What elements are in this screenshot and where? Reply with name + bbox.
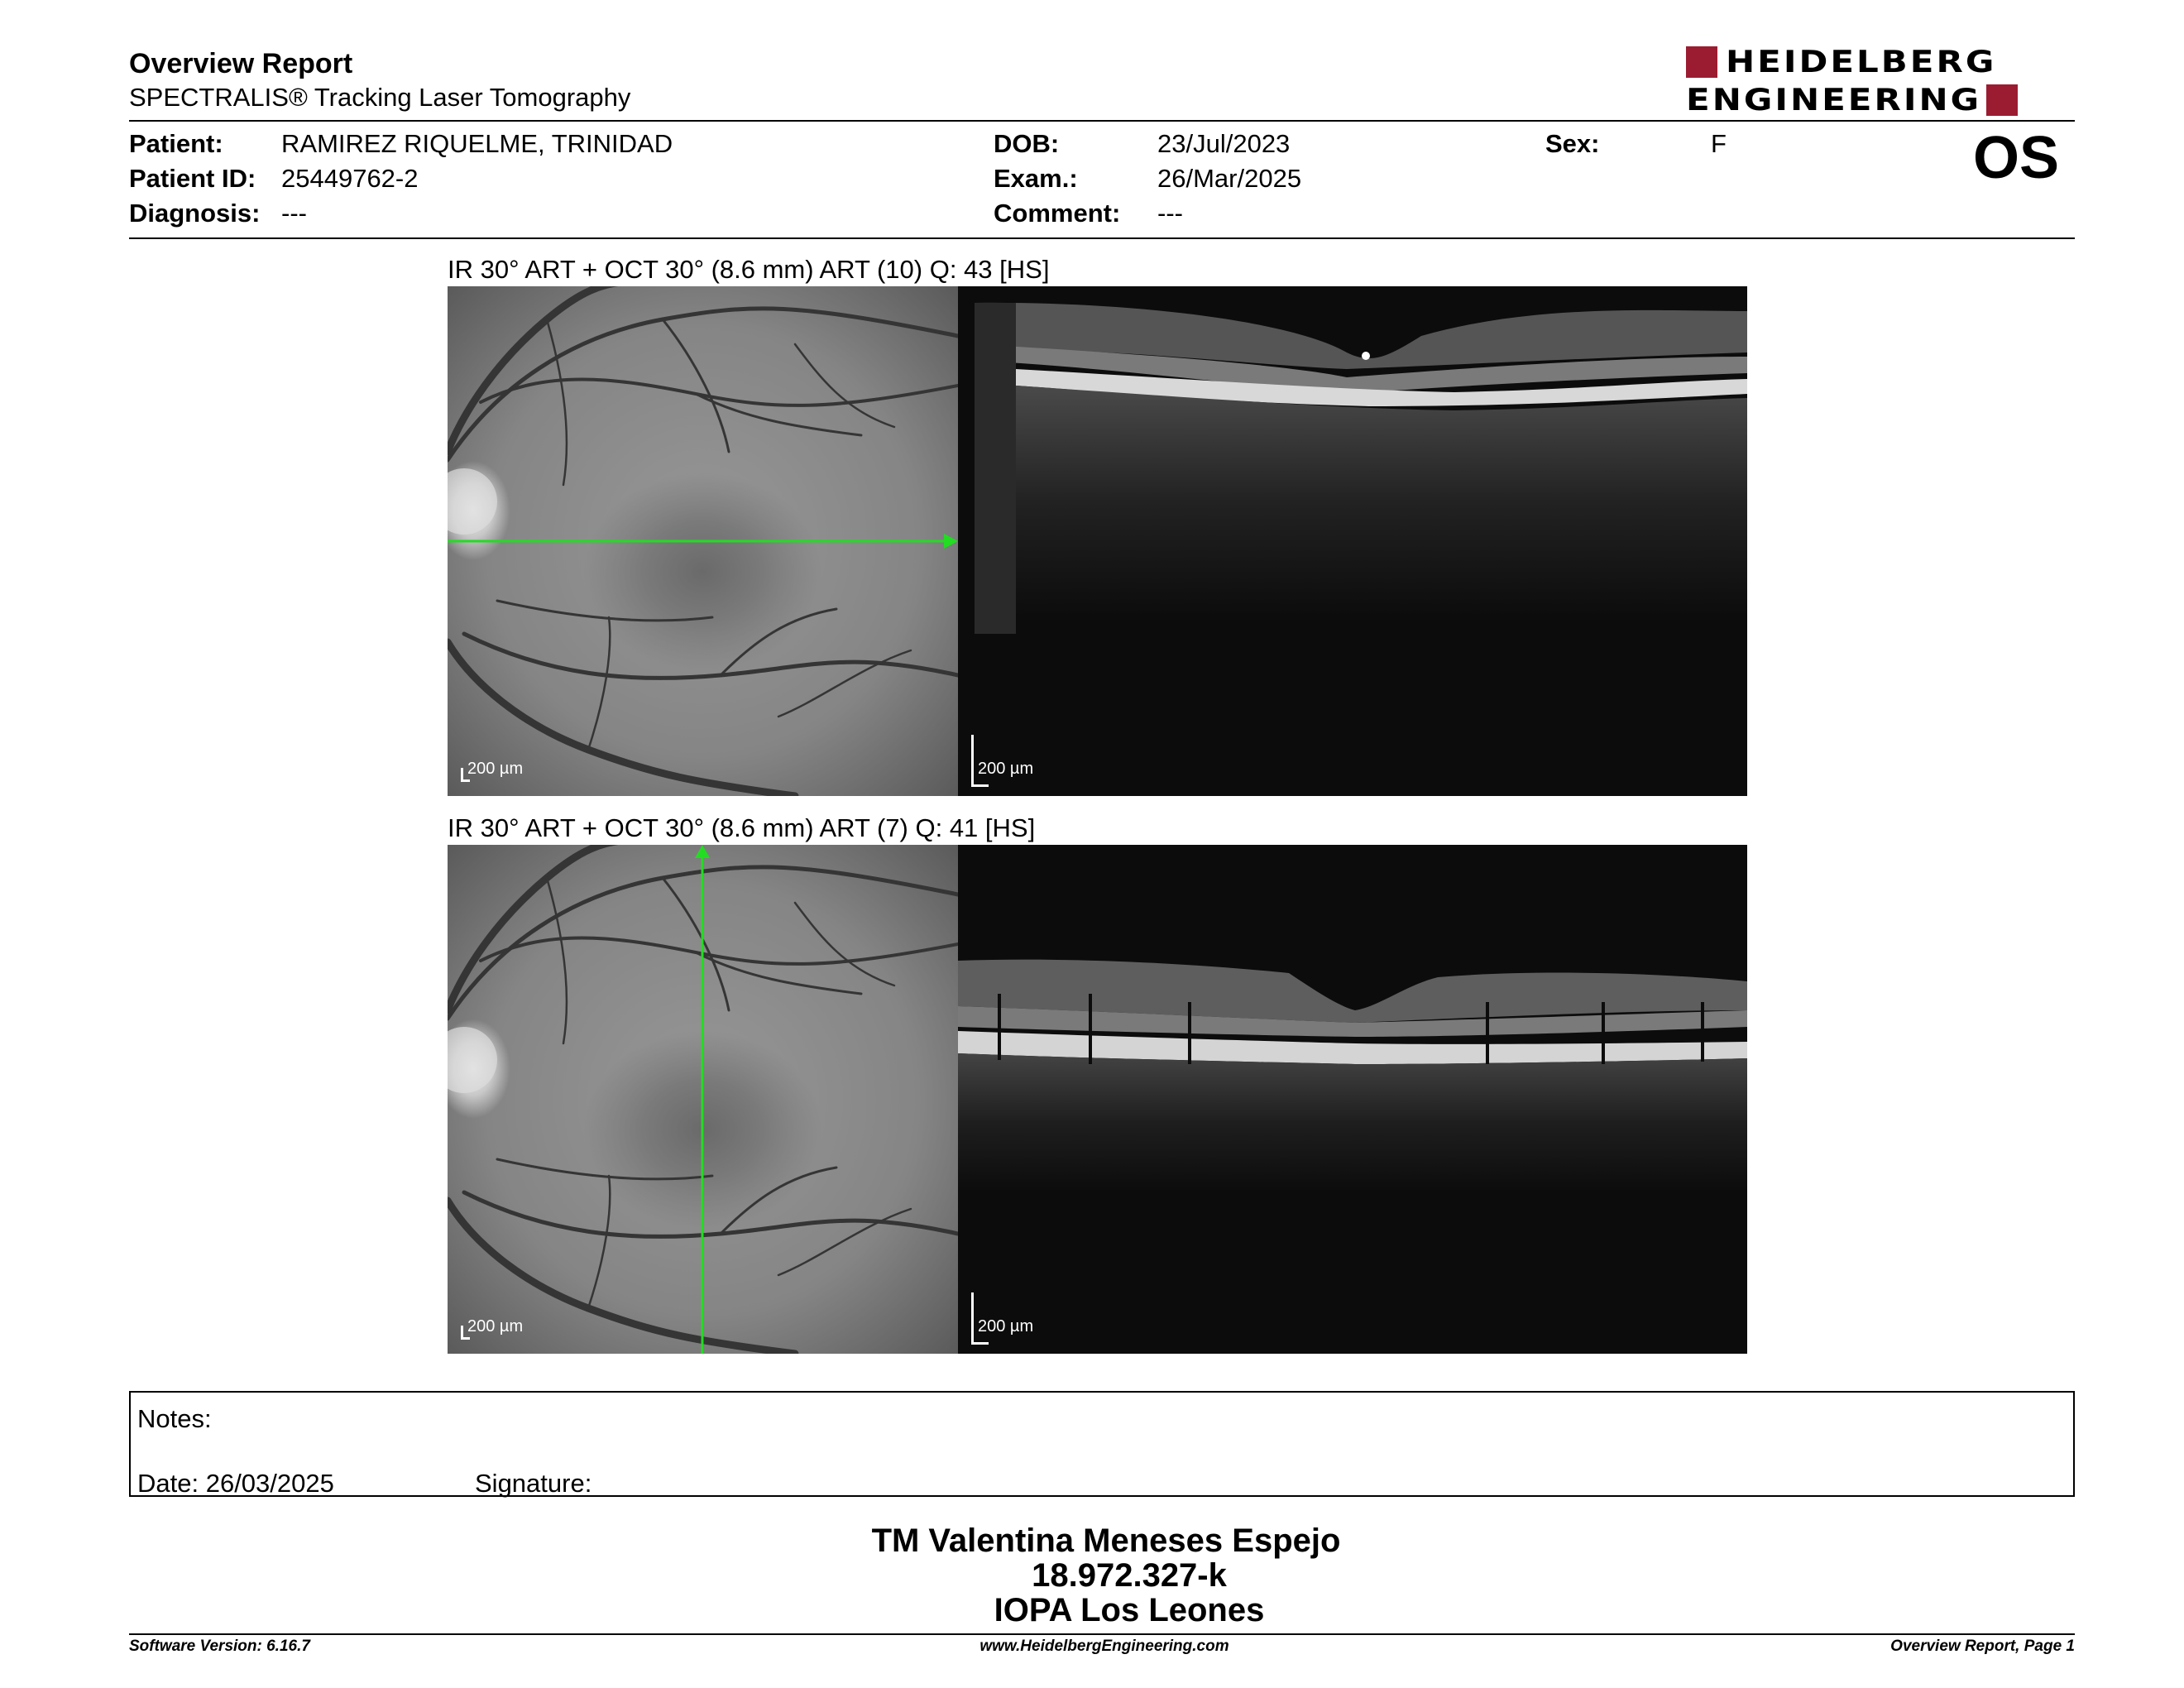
sex-value: F — [1711, 129, 1727, 158]
footer-divider — [129, 1633, 2075, 1635]
logo-square-icon — [1686, 46, 1717, 78]
institution-name: IOPA Los Leones — [994, 1592, 1265, 1628]
scan-1-oct-scale-label: 200 µm — [978, 760, 1034, 778]
patient-value: RAMIREZ RIQUELME, TRINIDAD — [281, 129, 673, 158]
scan-1-ir-vessels — [448, 286, 958, 796]
heidelberg-logo — [1686, 46, 2071, 116]
scan-2-ir-scale-label: 200 µm — [467, 1317, 524, 1336]
comment-label: Comment: — [994, 199, 1121, 228]
eye-laterality: OS — [1973, 125, 2060, 191]
logo-square-icon — [1986, 84, 2018, 116]
website-link[interactable]: www.HeidelbergEngineering.com — [979, 1638, 1229, 1655]
comment-value: --- — [1157, 199, 1183, 228]
logo-line-2 — [1686, 84, 2071, 116]
patient-id-value: 25449762-2 — [281, 164, 419, 193]
notes-date: Date: 26/03/2025 — [137, 1469, 334, 1498]
page-number: Overview Report, Page 1 — [1890, 1638, 2075, 1655]
scan-1-oct-image[interactable] — [958, 286, 1747, 796]
patient-label: Patient: — [129, 129, 223, 158]
dob-value: 23/Jul/2023 — [1157, 129, 1291, 158]
scan-2-ir-vessels — [448, 845, 958, 1354]
header-divider — [129, 120, 2075, 122]
diagnosis-value: --- — [281, 199, 307, 228]
scan-1-ir-image[interactable] — [448, 286, 958, 796]
scan-1-ir-scale-label: 200 µm — [467, 760, 524, 778]
scan-1-caption: IR 30° ART + OCT 30° (8.6 mm) ART (10) Q: 43 [HS] — [448, 255, 1050, 284]
operator-name: TM Valentina Meneses Espejo — [871, 1523, 1341, 1559]
diagnosis-label: Diagnosis: — [129, 199, 261, 228]
exam-label: Exam.: — [994, 164, 1078, 193]
scan-2-ir-image[interactable] — [448, 845, 958, 1354]
logo-line-1 — [1686, 46, 2071, 78]
notes-signature-label: Signature: — [475, 1469, 592, 1498]
exam-value: 26/Mar/2025 — [1157, 164, 1302, 193]
operator-id: 18.972.327-k — [1032, 1557, 1227, 1594]
scan-1-oct-layers — [958, 286, 1747, 796]
scan-2-caption: IR 30° ART + OCT 30° (8.6 mm) ART (7) Q: 41 [HS] — [448, 813, 1036, 842]
sex-label: Sex: — [1545, 129, 1600, 158]
scan-2-oct-image[interactable] — [958, 845, 1747, 1354]
patient-id-label: Patient ID: — [129, 164, 256, 193]
scan-2-oct-layers — [958, 845, 1747, 1354]
notes-box[interactable] — [129, 1391, 2075, 1497]
scan-2-oct-scale-label: 200 µm — [978, 1317, 1034, 1336]
report-title: Overview Report — [129, 48, 353, 79]
logo-text-2: ENGINEERING — [1686, 82, 1982, 117]
dob-label: DOB: — [994, 129, 1060, 158]
software-version: Software Version: 6.16.7 — [129, 1638, 310, 1655]
notes-label: Notes: — [137, 1404, 212, 1433]
logo-text-1: HEIDELBERG — [1726, 44, 1997, 79]
info-divider — [129, 237, 2075, 239]
report-subtitle: SPECTRALIS® Tracking Laser Tomography — [129, 83, 631, 112]
